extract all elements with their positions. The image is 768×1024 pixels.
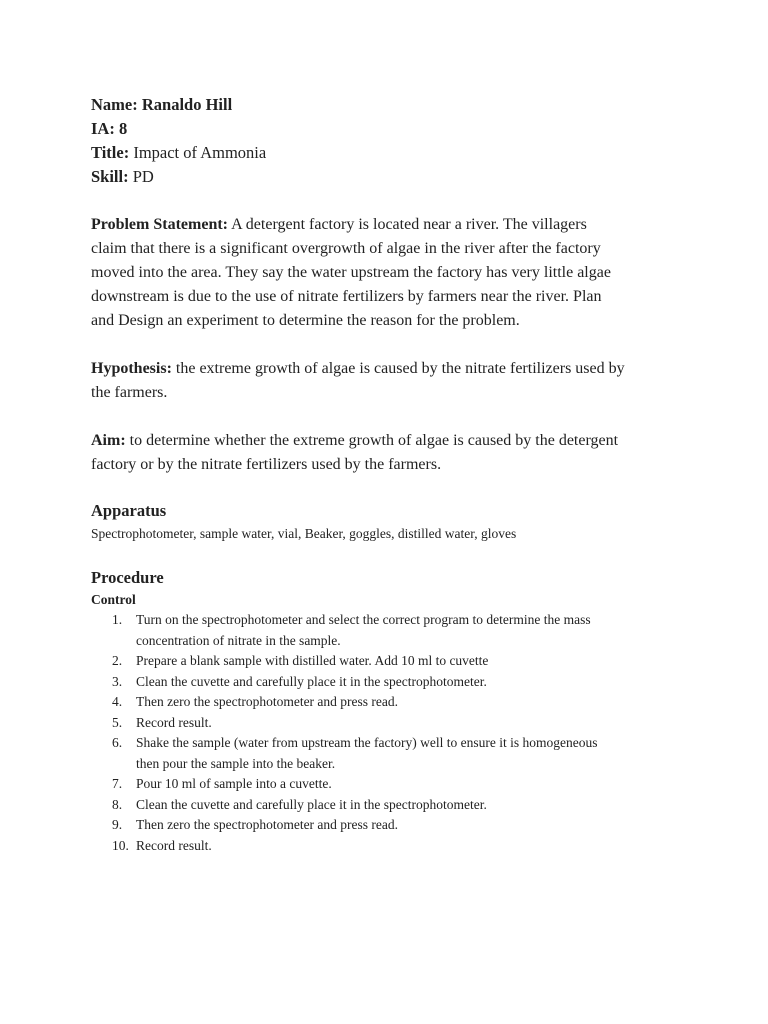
aim bbox=[91, 429, 691, 477]
step-number: 9. bbox=[112, 817, 123, 832]
header-block bbox=[91, 93, 691, 189]
step-number: 10. bbox=[112, 837, 129, 853]
step-text: Then zero the spectrophotometer and press read. bbox=[136, 817, 399, 832]
step-number: 2. bbox=[112, 653, 123, 668]
problem-statement bbox=[91, 213, 691, 333]
skill-line bbox=[91, 165, 691, 189]
list-item bbox=[91, 815, 691, 836]
step-number: 1. bbox=[112, 612, 123, 627]
step-text: Record result. bbox=[136, 837, 212, 853]
list-item bbox=[91, 836, 691, 857]
list-item bbox=[91, 733, 691, 774]
procedure-steps bbox=[91, 610, 691, 856]
name-line bbox=[91, 93, 691, 117]
apparatus-heading: Apparatus bbox=[91, 501, 167, 520]
list-item bbox=[91, 795, 691, 816]
step-text: Shake the sample (water from upstream the factory) well to ensure it is homogeneous bbox=[136, 735, 598, 750]
name-label: Name: bbox=[91, 95, 138, 114]
step-text: Then zero the spectrophotometer and press read. bbox=[136, 694, 399, 709]
list-item bbox=[91, 672, 691, 693]
title-value: Impact of Ammonia bbox=[133, 143, 267, 162]
list-item bbox=[91, 610, 691, 651]
problem-line: downstream is due to the use of nitrate fertilizers by farmers near the river. Plan bbox=[91, 288, 602, 305]
document-body bbox=[91, 93, 691, 856]
step-text: Prepare a blank sample with distilled water. Add 10 ml to cuvette bbox=[136, 653, 489, 668]
problem-line: claim that there is a significant overgrowth of algae in the river after the factory bbox=[91, 240, 601, 257]
step-text: Clean the cuvette and carefully place it in the spectrophotometer. bbox=[136, 796, 487, 812]
skill-label: Skill: bbox=[91, 167, 129, 186]
step-number: 7. bbox=[112, 776, 123, 791]
list-item bbox=[91, 774, 691, 795]
step-text: Pour 10 ml of sample into a cuvette. bbox=[136, 776, 332, 791]
aim-line: to determine whether the extreme growth of algae is caused by the detergent bbox=[125, 432, 619, 449]
step-number: 8. bbox=[112, 796, 123, 812]
hypothesis-label: Hypothesis: bbox=[91, 360, 172, 377]
step-text: concentration of nitrate in the sample. bbox=[136, 632, 341, 648]
step-text: then pour the sample into the beaker. bbox=[136, 755, 336, 771]
ia-label: IA: bbox=[91, 119, 115, 138]
procedure-heading: Procedure bbox=[91, 568, 164, 587]
step-text: Record result. bbox=[136, 714, 212, 730]
list-item bbox=[91, 692, 691, 713]
control-subheading: Control bbox=[91, 592, 136, 607]
hypothesis-line: the extreme growth of algae is caused by the nitrate fertilizers used by bbox=[171, 360, 625, 377]
step-text: Turn on the spectrophotometer and select the correct program to determine the mass bbox=[136, 612, 591, 627]
title-label: Title: bbox=[91, 143, 130, 162]
hypothesis bbox=[91, 357, 691, 405]
problem-line: A detergent factory is located near a river. The villagers bbox=[228, 216, 587, 233]
aim-line: factory or by the nitrate fertilizers used by the farmers. bbox=[91, 456, 442, 473]
hypothesis-line: the farmers. bbox=[91, 384, 168, 401]
list-item bbox=[91, 651, 691, 672]
step-number: 6. bbox=[112, 735, 123, 750]
list-item bbox=[91, 713, 691, 734]
ia-line bbox=[91, 117, 691, 141]
skill-value: PD bbox=[132, 167, 154, 186]
problem-line: and Design an experiment to determine the reason for the problem. bbox=[91, 312, 520, 329]
step-text: Clean the cuvette and carefully place it in the spectrophotometer. bbox=[136, 673, 487, 689]
step-number: 3. bbox=[112, 673, 123, 689]
title-line bbox=[91, 141, 691, 165]
name-value: Ranaldo Hill bbox=[141, 95, 233, 114]
ia-value: 8 bbox=[118, 119, 128, 138]
step-number: 5. bbox=[112, 714, 123, 730]
aim-label: Aim: bbox=[91, 432, 126, 449]
problem-line: moved into the area. They say the water upstream the factory has very little algae bbox=[91, 264, 611, 281]
apparatus-text: Spectrophotometer, sample water, vial, Beaker, goggles, distilled water, gloves bbox=[91, 526, 517, 541]
step-number: 4. bbox=[112, 694, 123, 709]
problem-statement-label: Problem Statement: bbox=[91, 216, 228, 233]
